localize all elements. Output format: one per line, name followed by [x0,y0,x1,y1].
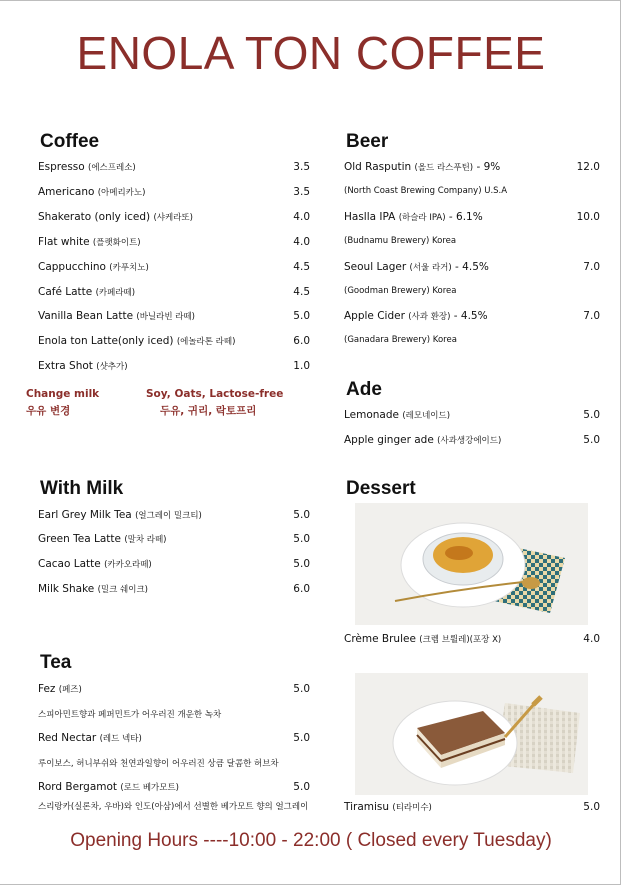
brewery: (North Coast Brewing Company) U.S.A [344,186,508,196]
coffee-item-americano [38,186,145,198]
coffee-item-flat-white [38,236,141,248]
item-price: 1.0 [293,360,310,372]
item-name: Earl Grey Milk Tea [38,509,136,521]
item-name: Vanilla Bean Latte [38,310,137,322]
item-price: 4.5 [293,286,310,298]
item-price: 5.0 [293,533,310,545]
item-price: 5.0 [293,683,310,695]
item-name-ko: (에스프레소) [88,163,136,173]
change-milk-label: Change milk [26,388,100,400]
tiramisu-photo [355,673,588,795]
item-price: 5.0 [293,732,310,744]
with-milk-item-earl-grey [38,509,202,521]
item-name: Milk Shake [38,583,98,595]
item-name-ko: (페즈) [58,685,82,695]
item-price: 4.0 [583,633,600,645]
item-name-ko: (티라미수) [392,803,432,813]
item-name-ko: (크렘 브륄레)(포장 X) [419,635,502,645]
item-price: 4.5 [293,261,310,273]
beer-item-seoul-lager [344,261,489,273]
item-name: Enola ton Latte(only iced) [38,335,177,347]
ade-item-apple-ginger-ade [344,434,501,446]
change-milk-label-ko: 우유 변경 [26,405,71,417]
item-name-ko: (얼그레이 밀크티) [135,511,202,521]
item-abv: - 6.1% [445,211,483,223]
coffee-item-cafe-latte [38,286,135,298]
item-abv: - 4.5% [451,261,489,273]
item-name-ko: (서울 라거) [409,263,452,273]
item-name: Cappucchino [38,261,110,273]
brewery: (Goodman Brewery) Korea [344,286,457,296]
item-name-ko: (레모네이드) [402,411,451,421]
tiramisu-image [355,673,588,795]
item-name-ko: (아메리카노) [97,188,146,198]
item-name-ko: (말차 라떼) [124,535,167,545]
item-price: 4.0 [293,211,310,223]
item-price: 5.0 [583,801,600,813]
tea-item-fez [38,683,82,695]
opening-hours: Opening Hours ----10:00 - 22:00 ( Closed every Tuesday) [70,830,552,851]
item-name: Old Rasputin [344,161,415,173]
item-name-ko: (샤케라또) [153,213,193,223]
item-name: Crème Brulee [344,633,420,645]
item-name-ko: (사과생강에이드) [437,436,502,446]
item-name: Lemonade [344,409,403,421]
brewery: (Ganadara Brewery) Korea [344,335,457,345]
beer-heading: Beer [346,131,389,152]
item-price: 7.0 [583,261,600,273]
milk-options: Soy, Oats, Lactose-free [146,388,284,400]
item-price: 3.5 [293,186,310,198]
item-abv: - 4.5% [450,310,488,322]
item-description: 스피아민트향과 페퍼민트가 어우러진 개운한 녹차 [38,710,222,720]
coffee-item-vanilla-bean-latte [38,310,195,322]
coffee-item-enola-ton-latte [38,335,235,347]
item-name: Rord Bergamot [38,781,121,793]
with-milk-item-cacao-latte [38,558,152,570]
item-price: 4.0 [293,236,310,248]
item-name: Espresso [38,161,89,173]
item-name-ko: (플랫화이트) [92,238,141,248]
item-name: Café Latte [38,286,96,298]
coffee-item-shakerato [38,211,193,223]
brewery: (Budnamu Brewery) Korea [344,236,457,246]
item-name: Apple Cider [344,310,409,322]
coffee-item-espresso [38,161,136,173]
tea-item-red-nectar [38,732,142,744]
beer-item-apple-cider [344,310,488,322]
ade-heading: Ade [346,379,382,400]
creme-brulee-photo [355,503,588,625]
item-name: Shakerato (only iced) [38,211,154,223]
item-description: 스리랑카(실론차, 우바)와 인도(아삼)에서 선별한 베가모트 향의 얼그레이 [38,802,309,812]
item-name-ko: (카페라떼) [95,288,136,298]
dessert-heading: Dessert [346,478,416,499]
item-name: Americano [38,186,98,198]
item-name-ko: (올드 라스푸틴) [414,163,474,173]
with-milk-heading: With Milk [40,478,124,499]
item-name-ko: (샷추가) [96,362,128,372]
tea-item-rord-bergamot [38,781,179,793]
item-name-ko: (사과 환장) [408,312,451,322]
item-price: 5.0 [583,434,600,446]
item-name: Haslla IPA [344,211,399,223]
item-name-ko: (카푸치노) [109,263,149,273]
coffee-item-extra-shot [38,360,128,372]
item-name-ko: (에놀라톤 라떼) [176,337,236,347]
item-price: 10.0 [576,211,600,223]
item-name: Green Tea Latte [38,533,125,545]
coffee-item-cappucchino [38,261,149,273]
dessert-item-creme-brulee [344,633,501,645]
item-name-ko: (레드 넥타) [99,734,142,744]
item-description: 루이보스, 허니부쉬와 천연과일향이 어우러진 상큼 달콤한 허브차 [38,759,279,769]
item-name: Apple ginger ade [344,434,438,446]
item-name: Red Nectar [38,732,100,744]
ade-item-lemonade [344,409,450,421]
item-price: 5.0 [293,509,310,521]
item-name: Flat white [38,236,93,248]
item-price: 5.0 [583,409,600,421]
item-name: Tiramisu [344,801,393,813]
milk-options-ko: 두유, 귀리, 락토프리 [160,405,257,417]
with-milk-item-green-tea [38,533,167,545]
item-name-ko: (로드 베가모트) [120,783,179,793]
item-price: 6.0 [293,335,310,347]
item-name-ko: (하슬라 IPA) [398,213,446,223]
item-name-ko: (카카오라떼) [104,560,152,570]
item-price: 5.0 [293,558,310,570]
item-name: Seoul Lager [344,261,410,273]
tea-heading: Tea [40,652,72,673]
item-name: Fez [38,683,59,695]
with-milk-item-milk-shake [38,583,148,595]
item-price: 5.0 [293,781,310,793]
beer-item-old-rasputin [344,161,500,173]
dessert-item-tiramisu [344,801,432,813]
item-price: 12.0 [576,161,600,173]
item-abv: - 9% [473,161,501,173]
item-name-ko: (밀크 쉐이크) [97,585,148,595]
item-price: 7.0 [583,310,600,322]
item-price: 6.0 [293,583,310,595]
item-price: 5.0 [293,310,310,322]
creme-brulee-image [355,503,588,625]
menu-title: ENOLA TON COFFEE [76,27,546,79]
item-name: Cacao Latte [38,558,105,570]
item-price: 3.5 [293,161,310,173]
coffee-heading: Coffee [40,131,100,152]
item-name-ko: (바닐라빈 라떼) [136,312,195,322]
beer-item-haslla-ipa [344,211,483,223]
item-name: Extra Shot [38,360,97,372]
